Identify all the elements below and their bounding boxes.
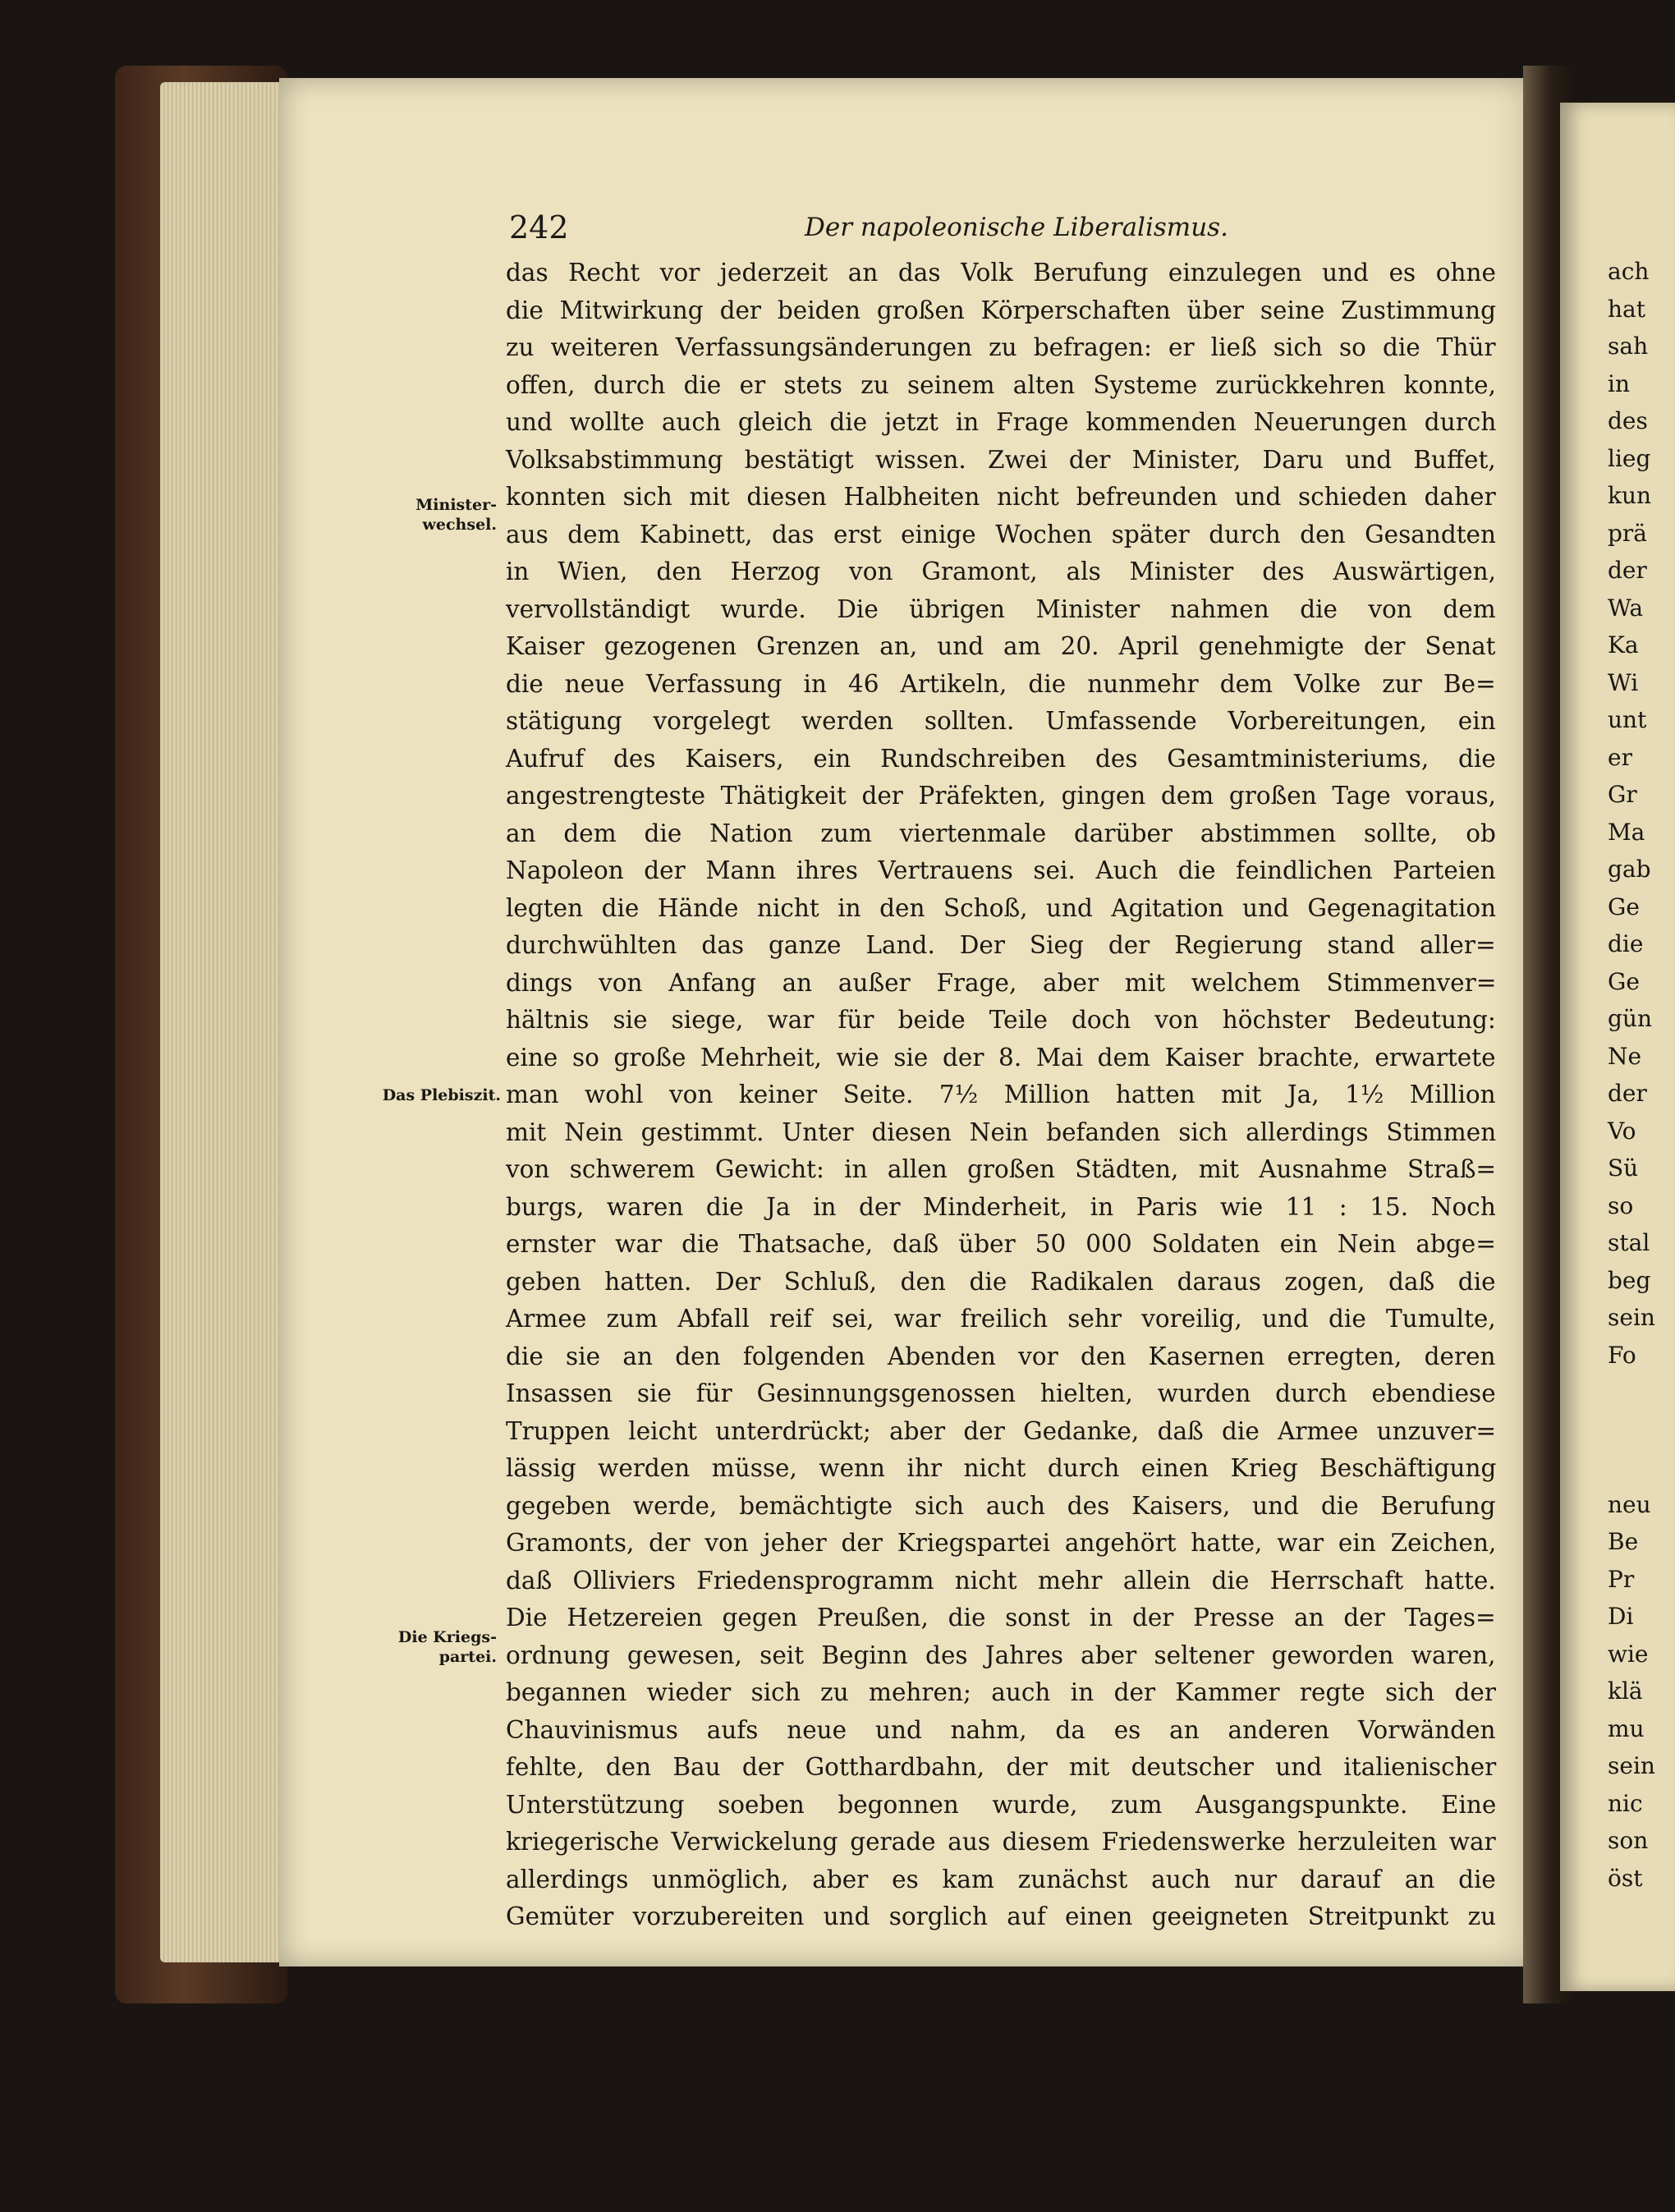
right-page-fragment: sah [1608, 333, 1649, 360]
body-line: hältnis sie siege, war für beide Teile doch von höchster Bedeutung: [506, 1006, 1496, 1034]
body-line: daß Olliviers Friedensprogramm nicht mehr allein die Herrschaft hatte. [506, 1566, 1496, 1595]
right-page-fragment: sein [1608, 1304, 1655, 1331]
right-page-fragment: der [1608, 557, 1647, 584]
body-line: allerdings unmöglich, aber es kam zunächst auch nur darauf an die [506, 1865, 1496, 1893]
body-line: stätigung vorgelegt werden sollten. Umfassende Vorbereitungen, ein [506, 707, 1496, 735]
body-line: man wohl von keiner Seite. 7½ Million hatten mit Ja, 1½ Million [506, 1081, 1496, 1108]
right-page-fragment: sein [1608, 1752, 1655, 1779]
right-page-fragment [1608, 1374, 1665, 1411]
right-page-fragment: Wa [1608, 594, 1644, 622]
body-line: Volksabstimmung bestätigt wissen. Zwei der Minister, Daru und Buffet, [506, 445, 1496, 474]
page-number: 242 [509, 209, 569, 246]
body-line: offen, durch die er stets zu seinem alten Systeme zurückkehren konnte, [506, 370, 1496, 399]
right-page-fragment: Fo [1608, 1341, 1636, 1369]
right-page-fragment: son [1608, 1827, 1649, 1854]
right-page-fragment: lieg [1608, 444, 1651, 472]
page-header [509, 209, 1478, 247]
right-page-fragment: Sü [1608, 1154, 1639, 1182]
body-line: vervollständigt wurde. Die übrigen Minister nahmen die von dem [506, 594, 1496, 623]
margin-note-kriegspartei [378, 1627, 497, 1667]
right-page-fragment: des [1608, 407, 1648, 434]
body-line: und wollte auch gleich die jetzt in Frage kommenden Neuerungen durch [506, 408, 1497, 436]
body-line: ordnung gewesen, seit Beginn des Jahres aber seltener geworden waren, [506, 1641, 1496, 1669]
right-page-fragment: Vo [1608, 1117, 1636, 1145]
running-title: Der napoleonische Liberalismus. [805, 213, 1228, 242]
right-page-fragment: er [1608, 743, 1632, 771]
body-line: in Wien, den Herzog von Gramont, als Minister des Auswärtigen, [506, 558, 1497, 585]
right-page-fragment [1608, 1448, 1665, 1486]
right-page-fragment: hat [1608, 295, 1645, 323]
body-line: von schwerem Gewicht: in allen großen Städten, mit Ausnahme Straß= [506, 1155, 1497, 1183]
body-line: mit Nein gestimmt. Unter diesen Nein befanden sich allerdings Stimmen [506, 1117, 1497, 1146]
body-line: aus dem Kabinett, das erst einige Wochen später durch den Gesandten [506, 520, 1497, 548]
body-line: dings von Anfang an außer Frage, aber mit welchem Stimmenver= [506, 968, 1497, 997]
right-page-fragment: Be [1608, 1528, 1639, 1555]
right-page-fragment: Ne [1608, 1042, 1642, 1070]
right-page-fragment: Gr [1608, 781, 1637, 808]
body-line: Napoleon der Mann ihres Vertrauens sei. Auch die feindlichen Parteien [506, 856, 1496, 884]
margin-note-line: Die Kriegs- [397, 1628, 497, 1646]
right-page-text [1608, 253, 1665, 1897]
margin-note-plebiszit [345, 1085, 501, 1105]
right-page-fragment: wie [1608, 1640, 1649, 1668]
body-line: Insassen sie für Gesinnungsgenossen hielten, wurden durch ebendiese [506, 1379, 1496, 1407]
right-page-fragment: klä [1608, 1677, 1643, 1705]
body-text [506, 255, 1496, 1936]
right-page-fragment: die [1608, 930, 1644, 957]
margin-note-line: Minister- [415, 496, 497, 514]
right-page-fragment: in [1608, 369, 1630, 397]
body-line: begannen wieder sich zu mehren; auch in der Kammer regte sich der [506, 1678, 1496, 1706]
right-page-fragment: Ge [1608, 967, 1640, 995]
right-page-fragment: gün [1608, 1005, 1652, 1032]
body-line: an dem die Nation zum viertenmale darüber abstimmen sollte, ob [506, 819, 1496, 847]
body-line: Gemüter vorzubereiten und sorglich auf einen geeigneten Streitpunkt zu [506, 1902, 1497, 1930]
body-line: zu weiteren Verfassungsänderungen zu befragen: er ließ sich so die Thür [506, 333, 1496, 361]
right-page-fragment: Ge [1608, 893, 1640, 920]
body-line: durchwühlten das ganze Land. Der Sieg der Regierung stand aller= [506, 931, 1496, 959]
body-line: angestrengteste Thätigkeit der Präfekten, gingen dem großen Tage voraus, [506, 782, 1496, 810]
right-page-fragment [1608, 1411, 1665, 1449]
body-line: ernster war die Thatsache, daß über 50 000 Soldaten ein Nein abge= [506, 1230, 1496, 1258]
margin-note-line: partei. [438, 1648, 497, 1666]
right-page-fragment: Pr [1608, 1565, 1635, 1593]
right-page-fragment: Wi [1608, 668, 1639, 696]
right-page-fragment: unt [1608, 706, 1647, 733]
body-line: Aufruf des Kaisers, ein Rundschreiben des Gesamtministeriums, die [506, 744, 1496, 773]
margin-note-line: wechsel. [422, 516, 497, 534]
body-line: eine so große Mehrheit, wie sie der 8. Mai dem Kaiser brachte, erwartete [506, 1043, 1496, 1072]
body-line: lässig werden müsse, wenn ihr nicht durch einen Krieg Beschäftigung [506, 1454, 1497, 1482]
right-page-fragment: der [1608, 1080, 1647, 1107]
right-page-fragment: so [1608, 1191, 1634, 1219]
right-page-fragment: Ma [1608, 818, 1645, 846]
right-page-fragment: mu [1608, 1714, 1645, 1742]
body-line: Chauvinismus aufs neue und nahm, da es an anderen Vorwänden [506, 1715, 1496, 1744]
right-page-fragment: stal [1608, 1229, 1650, 1256]
right-page-fragment: nic [1608, 1789, 1643, 1817]
right-page-fragment: kun [1608, 482, 1652, 509]
right-page-fragment: beg [1608, 1266, 1651, 1294]
right-page-fragment: gab [1608, 856, 1651, 883]
body-line: kriegerische Verwickelung gerade aus diesem Friedenswerke herzuleiten war [506, 1828, 1496, 1856]
right-page-fragment: Di [1608, 1603, 1634, 1630]
body-line: Gramonts, der von jeher der Kriegspartei angehört hatte, war ein Zeichen, [506, 1529, 1497, 1557]
body-line: Truppen leicht unterdrückt; aber der Gedanke, daß die Armee unzuver= [506, 1416, 1497, 1445]
right-page-fragment: ach [1608, 258, 1650, 285]
body-line: Kaiser gezogenen Grenzen an, und am 20. April genehmigte der Senat [506, 632, 1496, 660]
body-line: Unterstützung soeben begonnen wurde, zum Ausgangspunkte. Eine [506, 1790, 1497, 1819]
body-line: fehlte, den Bau der Gotthardbahn, der mit deutscher und italienischer [506, 1753, 1497, 1781]
right-page-fragment: neu [1608, 1490, 1651, 1518]
body-line: Die Hetzereien gegen Preußen, die sonst in der Presse an der Tages= [506, 1604, 1496, 1631]
right-page-fragment: prä [1608, 519, 1648, 547]
margin-note-ministerwechsel [386, 495, 497, 535]
body-line: die sie an den folgenden Abenden vor den Kasernen erregten, deren [506, 1342, 1496, 1370]
body-line: das Recht vor jederzeit an das Volk Berufung einzulegen und es ohne [506, 259, 1496, 287]
body-line: legten die Hände nicht in den Schoß, und Agitation und Gegenagitation [506, 893, 1497, 922]
body-line: Armee zum Abfall reif sei, war freilich sehr voreilig, und die Tumulte, [506, 1305, 1496, 1333]
right-page-fragment: öst [1608, 1864, 1643, 1892]
margin-note-line: Das Plebiszit. [382, 1086, 501, 1104]
body-line: die Mitwirkung der beiden großen Körperschaften über seine Zustimmung [506, 296, 1497, 324]
body-line: geben hatten. Der Schluß, den die Radikalen daraus zogen, daß die [506, 1267, 1496, 1296]
body-line: burgs, waren die Ja in der Minderheit, in Paris wie 11 : 15. Noch [506, 1192, 1496, 1221]
body-line: die neue Verfassung in 46 Artikeln, die nunmehr dem Volke zur Be= [506, 669, 1496, 698]
body-line: gegeben werde, bemächtigte sich auch des Kaisers, und die Berufung [506, 1491, 1496, 1520]
right-page-fragment: Ka [1608, 631, 1639, 659]
body-line: konnten sich mit diesen Halbheiten nicht befreunden und schieden daher [506, 483, 1496, 511]
